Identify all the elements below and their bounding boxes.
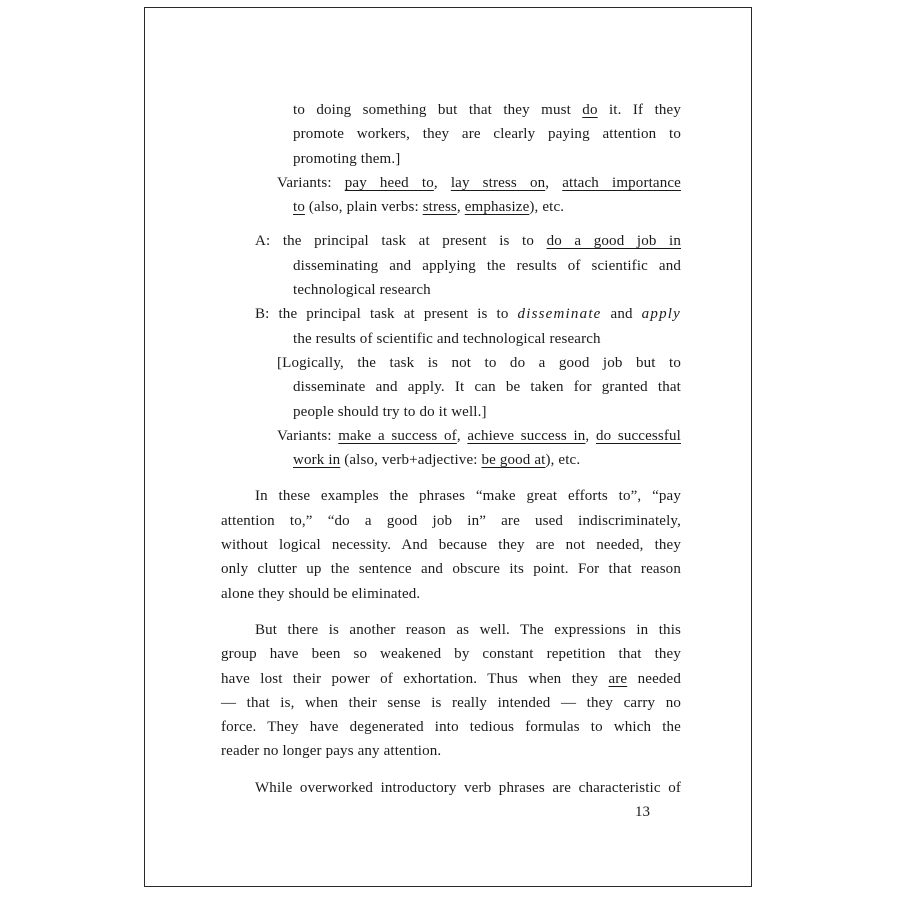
paragraph-2 — [221, 618, 681, 764]
underlined-term: do a good job in — [546, 233, 681, 250]
italic-term: disseminate — [517, 306, 602, 323]
variant-term: to — [293, 199, 305, 216]
variant-term: achieve success in — [467, 427, 586, 444]
example-a-line-3: technological research — [293, 282, 431, 299]
paragraph-line: While overworked introductory verb phrases are characteristic of — [255, 779, 681, 796]
variant-term: stress — [422, 199, 457, 216]
paragraph-line: group have been so weakened by constant repetition that they — [221, 646, 681, 663]
example-a-label: A: — [255, 233, 283, 250]
underlined-term: do — [582, 102, 598, 118]
variant-term: pay heed to — [344, 174, 434, 191]
example-prev-line-2: promote workers, they are clearly paying attention to — [293, 126, 681, 143]
variant-term: lay stress on — [450, 174, 546, 191]
variant-term: be good at — [481, 452, 546, 469]
example-prev-line-1: to doing something but that they must do it. If they — [293, 102, 681, 118]
variants-b-line-1: Variants: make a success of, achieve success in, do successful — [277, 427, 681, 444]
example-b-label: B: — [255, 306, 279, 323]
paragraph-line: reader no longer pays any attention. — [221, 743, 442, 760]
paragraph-line: attention to,” “do a good job in” are used indiscriminately, — [221, 512, 681, 529]
paragraph-1 — [221, 484, 681, 605]
example-prev-line-3: promoting them.] — [293, 150, 401, 167]
variant-term: do successful — [595, 427, 681, 444]
paragraph-line: force. They have degenerated into tedious formulas to which the — [221, 719, 681, 736]
variants-prev-line-1: Variants: pay heed to, lay stress on, attach importance — [277, 174, 681, 191]
comment-line-3: people should try to do it well.] — [293, 403, 487, 420]
variant-term: work in — [293, 452, 341, 469]
variant-term: attach importance — [562, 174, 681, 191]
variants-prev-line-2: to (also, plain verbs: stress, emphasize), etc. — [293, 199, 565, 216]
paragraph-3 — [221, 776, 681, 800]
paragraph-line: only clutter up the sentence and obscure its point. For that reason — [221, 561, 681, 578]
variants-label: Variants: — [277, 174, 345, 191]
comment-line-1: [Logically, the task is not to do a good job but to — [277, 354, 681, 371]
example-b-line-2: the results of scientific and technological research — [293, 330, 601, 347]
book-page — [144, 7, 752, 887]
page-number: 13 — [635, 804, 650, 820]
underlined-term: are — [608, 670, 628, 687]
variants-label: Variants: — [277, 427, 339, 444]
variant-term: emphasize — [464, 199, 530, 216]
italic-term: apply — [641, 306, 681, 323]
variant-term: make a success of — [338, 427, 457, 444]
comment-line-2: disseminate and apply. It can be taken for granted that — [293, 379, 681, 396]
variants-b-line-2: work in (also, verb+adjective: be good at), etc. — [293, 452, 581, 469]
example-b-line-1: B: the principal task at present is to disseminate and apply — [255, 306, 681, 323]
paragraph-line: — that is, when their sense is really intended — they carry no — [221, 694, 681, 711]
page-body — [221, 98, 681, 800]
paragraph-line: But there is another reason as well. The expressions in this — [255, 621, 681, 638]
example-a-line-1: A: the principal task at present is to do a good job in — [255, 233, 681, 250]
example-a-line-2: disseminating and applying the results of scientific and — [293, 257, 681, 274]
paragraph-line: alone they should be eliminated. — [221, 585, 421, 602]
paragraph-line: without logical necessity. And because they are not needed, they — [221, 537, 681, 554]
paragraph-line: have lost their power of exhortation. Thus when they are needed — [221, 670, 681, 687]
paragraph-line: In these examples the phrases “make great efforts to”, “pay — [255, 488, 681, 505]
